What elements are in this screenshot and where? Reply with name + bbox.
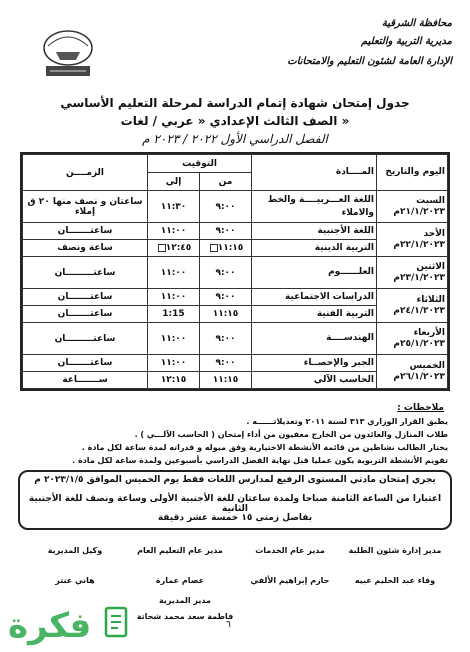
header-to: إلي xyxy=(148,173,200,191)
subject-cell: الهندســــة xyxy=(252,323,377,355)
checkbox-icon xyxy=(210,244,218,252)
exam-schedule-table xyxy=(20,152,450,391)
note-item: تقويم الأنشطة التربوية يكون عمليا قبل نهاية الفصل الدراسي بأسبوعين ولمدة ساعة لكل مادة . xyxy=(72,456,448,465)
signature-name: عصام عمارة xyxy=(155,576,205,585)
from-cell: ٩:٠٠ xyxy=(200,223,252,240)
to-cell: ١١:٠٠ xyxy=(148,323,200,355)
to-value: ١٢:٤٥ xyxy=(165,243,192,253)
director-title: مدير المديرية xyxy=(159,596,211,605)
subject-cell: العلــــــوم xyxy=(252,257,377,289)
date-label: ٢٢/١/٢٠٢٣م xyxy=(393,239,445,250)
to-cell: ١٢:١٥ xyxy=(148,372,200,389)
note-item: يطبق القرار الوزاري ٣١٣ لسنة ٢٠١١ وتعديلاتــــــه . xyxy=(246,417,448,426)
date-label: ٢٣/١/٢٠٢٣م xyxy=(393,272,445,283)
document-title: جدول إمتحان شهادة إتمام الدراسة لمرحلة التعليم الأساسي xyxy=(60,96,410,110)
table-row xyxy=(23,355,448,372)
day-cell xyxy=(377,223,448,257)
table-row xyxy=(23,323,448,355)
signature-title: مدير عام التعليم العام xyxy=(137,546,223,555)
table-row xyxy=(23,223,448,240)
subject-cell: التربية الفنية xyxy=(252,306,377,323)
from-cell: ٩:٠٠ xyxy=(200,355,252,372)
to-cell: ١١:٣٠ xyxy=(148,191,200,223)
subject-cell: الدراسات الاجتماعية xyxy=(252,289,377,306)
duration-cell: ساعتـــــــان xyxy=(23,223,148,240)
day-cell xyxy=(377,323,448,355)
day-label: الأحد xyxy=(423,228,445,239)
grade-title: الصف الثالث الإعدادي « عربي / لغات » xyxy=(120,114,350,128)
to-cell: ١١:٠٠ xyxy=(148,223,200,240)
duration-cell: ساعتـــــــــان xyxy=(23,257,148,289)
day-cell xyxy=(377,355,448,389)
from-cell: ٩:٠٠ xyxy=(200,257,252,289)
header-from: من xyxy=(200,173,252,191)
header-timing: التوقيت xyxy=(148,155,252,173)
page-number: ٦ xyxy=(226,620,231,630)
signature-title: مدير إدارة شئون الطلبة xyxy=(348,546,442,555)
day-label: الثلاثاء xyxy=(416,294,445,305)
header-department: الإدارة العامة لشئون التعليم والامتحانات xyxy=(287,56,452,67)
to-cell xyxy=(148,240,200,257)
table-row xyxy=(23,191,448,223)
to-cell: ١١:٠٠ xyxy=(148,257,200,289)
note-item: طلاب المنازل والعائدون من الخارج معفيون من أداء إمتحان ( الحاسب الآلـــي ) . xyxy=(134,430,448,439)
duration-cell: ساعتـــــــان xyxy=(23,355,148,372)
duration-cell: ساعتـــــــان xyxy=(23,289,148,306)
header-duration: الزمــــن xyxy=(23,155,148,191)
day-label: الأربعاء xyxy=(413,327,445,338)
day-label: الخميس xyxy=(409,360,445,371)
governorate-logo-icon xyxy=(36,26,100,82)
duration-cell: ساعة ونصف xyxy=(23,240,148,257)
checkbox-icon xyxy=(158,244,166,252)
notice-line: بفاصل زمنى ١٥ خمسة عشر دقيقة xyxy=(157,513,313,523)
day-label: الاثنين xyxy=(416,261,445,272)
term-title: الفصل الدراسي الأول ٢٠٢٢ / ٢٠٢٣ م xyxy=(142,132,328,146)
from-cell: ٩:٠٠ xyxy=(200,323,252,355)
from-value: ١١:١٥ xyxy=(217,243,244,253)
day-cell xyxy=(377,289,448,323)
header-day: اليوم والتاريخ xyxy=(377,155,448,191)
signature-title: وكيل المديرية xyxy=(47,546,103,555)
date-label: ٢٤/١/٢٠٢٣م xyxy=(393,305,445,316)
table-row xyxy=(23,289,448,306)
day-label: السبت xyxy=(416,195,445,206)
to-cell: 1:15 xyxy=(148,306,200,323)
subject-cell: اللغة الأجنبية xyxy=(252,223,377,240)
to-cell: ١١:٠٠ xyxy=(148,289,200,306)
subject-cell: التربية الدينية xyxy=(252,240,377,257)
signature-name: حازم إبراهيم الألفي xyxy=(250,576,330,585)
date-label: ٢٦/١/٢٠٢٣م xyxy=(393,371,445,382)
note-item: يختار الطالب نشاطين من قائمة الأنشطة الاختيارية وفق ميوله و قدراته لمدة ساعة لكل مادة . xyxy=(81,443,448,452)
header-subject: المــــادة xyxy=(252,155,377,191)
table-row xyxy=(23,257,448,289)
date-label: ٢١/١/٢٠٢٣م xyxy=(393,206,445,217)
from-cell: ١١:١٥ xyxy=(200,306,252,323)
to-cell: ١١:٠٠ xyxy=(148,355,200,372)
date-label: ٢٥/١/٢٠٢٣م xyxy=(393,338,445,349)
watermark-logo: فكرة xyxy=(8,606,92,646)
from-cell xyxy=(200,240,252,257)
signature-name: وفاء عبد الحليم عبيه xyxy=(354,576,436,585)
duration-cell: ســـــــاعة xyxy=(23,372,148,389)
day-cell xyxy=(377,257,448,289)
subject-cell: الجبر والإحصــاء xyxy=(252,355,377,372)
header-directorate: مديرية التربية والتعليم xyxy=(360,36,452,47)
signature-name: هاني عنتر xyxy=(55,576,95,585)
duration-cell: ساعتـــــــان xyxy=(23,306,148,323)
day-cell xyxy=(377,191,448,223)
duration-cell: ساعتـــــــــان xyxy=(23,323,148,355)
notice-line: يجري إمتحان مادتي المستوى الرفيع لمدارس اللغات فقط يوم الخميس الموافق ٢٠٢٣/١/٥ م xyxy=(34,475,436,485)
subject-cell: الحاسب الآلي xyxy=(252,372,377,389)
notice-line: اعتبارا من الساعة الثامنة صباحا ولمدة ساعتان للغة الأجنبية الأولى وساعة ونصف للغة الأجنبية الثانية xyxy=(28,494,442,514)
from-cell: ١١:١٥ xyxy=(200,372,252,389)
header-governorate: محافظة الشرقية xyxy=(381,18,452,29)
from-cell: ٩:٠٠ xyxy=(200,191,252,223)
document-icon xyxy=(104,606,132,640)
subject-cell: اللغة العـــربيــــة والخط والاملاء xyxy=(252,191,377,223)
notes-heading: ملاحظات : xyxy=(397,403,444,413)
director-name: فاطمة سعد محمد شحاتة xyxy=(136,612,234,621)
signature-title: مدير عام الخدمات xyxy=(255,546,325,555)
duration-cell: ساعتان و نصف منها ٢٠ ق إملاء xyxy=(23,191,148,223)
from-cell: ٩:٠٠ xyxy=(200,289,252,306)
